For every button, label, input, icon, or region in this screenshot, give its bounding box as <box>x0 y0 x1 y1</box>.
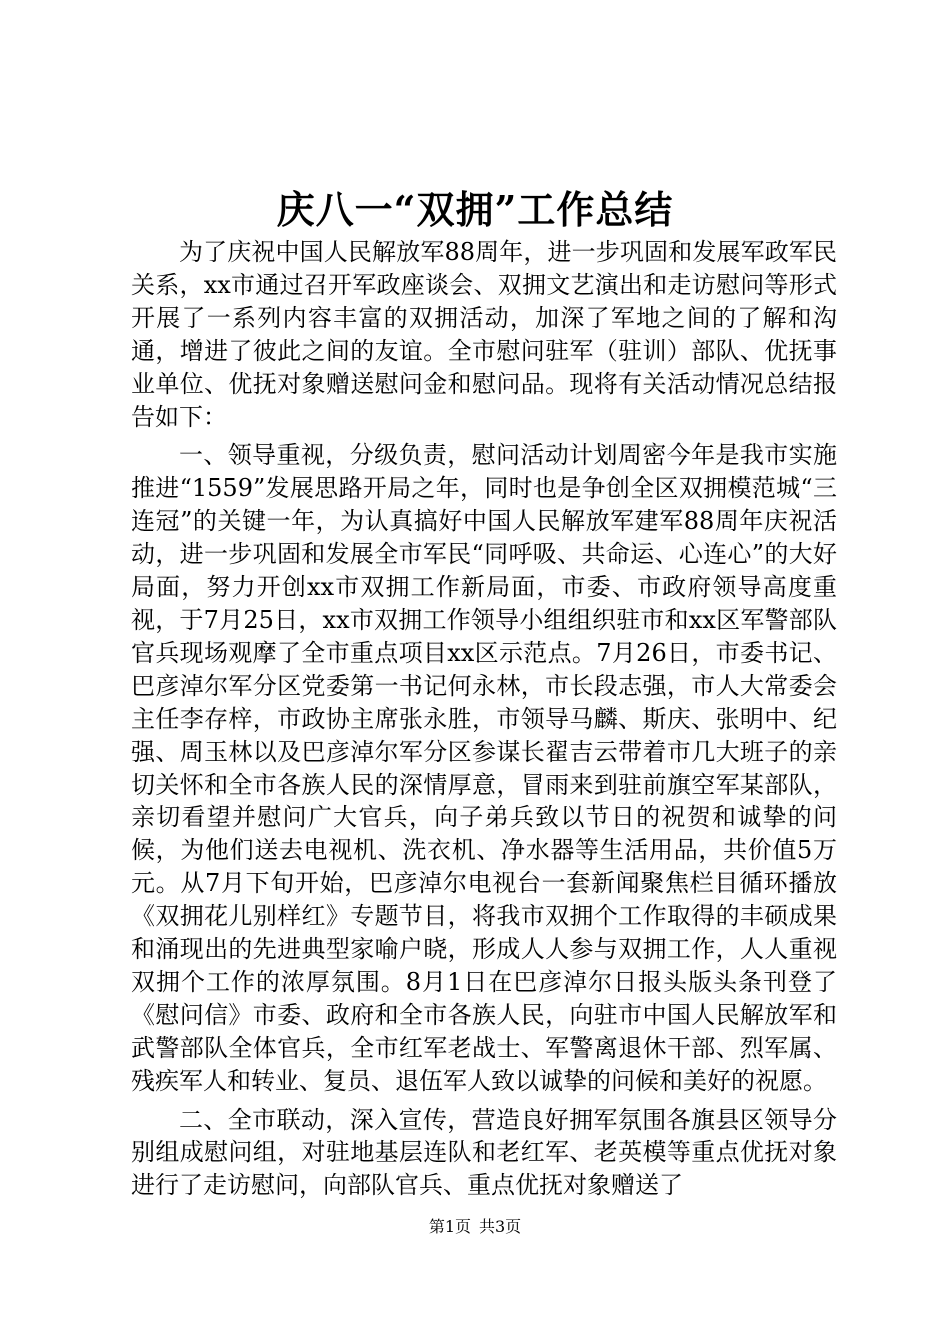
paragraph-intro: 为了庆祝中国人民解放军88周年，进一步巩固和发展军政军民关系，xx市通过召开军政座谈会、双拥文艺演出和走访慰问等形式开展了一系列内容丰富的双拥活动，加深了军地之间的了解和沟通，增进了彼此之间的友谊。全市慰问驻军（驻训）部队、优抚事业单位、优抚对象赠送慰问金和慰问品。现将有关活动情况总结报告如下： <box>131 238 837 431</box>
page-total: 共3页 <box>479 1217 522 1236</box>
page-footer <box>0 1216 950 1238</box>
document-title: 庆八一“双拥”工作总结 <box>276 187 674 232</box>
page-number: 第1页 <box>428 1217 471 1236</box>
paragraph-section-2: 二、全市联动，深入宣传，营造良好拥军氛围各旗县区领导分别组成慰问组，对驻地基层连队和老红军、老英模等重点优抚对象进行了走访慰问，向部队官兵、重点优抚对象赠送了 <box>131 1105 837 1200</box>
document-body <box>131 236 837 1202</box>
paragraph-section-1: 一、领导重视，分级负责，慰问活动计划周密今年是我市实施推进“1559”发展思路开局之年，同时也是争创全区双拥模范城“三连冠”的关键一年，为认真搞好中国人民解放军建军88周年庆祝活动，进一步巩固和发展全市军民“同呼吸、共命运、心连心”的大好局面，努力开创xx市双拥工作新局面，市委、市政府领导高度重视，于7月25日，xx市双拥工作领导小组组织驻市和xx区军警部队官兵现场观摩了全市重点项目xx区示范点。7月26日，市委书记、巴彦淖尔军分区党委第一书记何永林，市长段志强，市人大常委会主任李存梓，市政协主席张永胜，市领导马麟、斯庆、张明中、纪强、周玉林以及巴彦淖尔军分区参谋长翟吉云带着市几大班子的亲切关怀和全市各族人民的深情厚意，冒雨来到驻前旗空军某部队，亲切看望并慰问广大官兵，向子弟兵致以节日的祝贺和诚挚的问候，为他们送去电视机、洗衣机、净水器等生活用品，共价值5万元。从7月下旬开始，巴彦淖尔电视台一套新闻聚焦栏目循环播放《双拥花儿别样红》专题节目，将我市双拥个工作取得的丰硕成果和涌现出的先进典型家喻户晓，形成人人参与双拥工作，人人重视双拥个工作的浓厚氛围。8月1日在巴彦淖尔日报头版头条刊登了《慰问信》市委、政府和全市各族人民，向驻市中国人民解放军和武警部队全体官兵，全市红军老战士、军警离退休干部、烈军属、残疾军人和转业、复员、退伍军人致以诚挚的问候和美好的祝愿。 <box>131 441 837 1095</box>
